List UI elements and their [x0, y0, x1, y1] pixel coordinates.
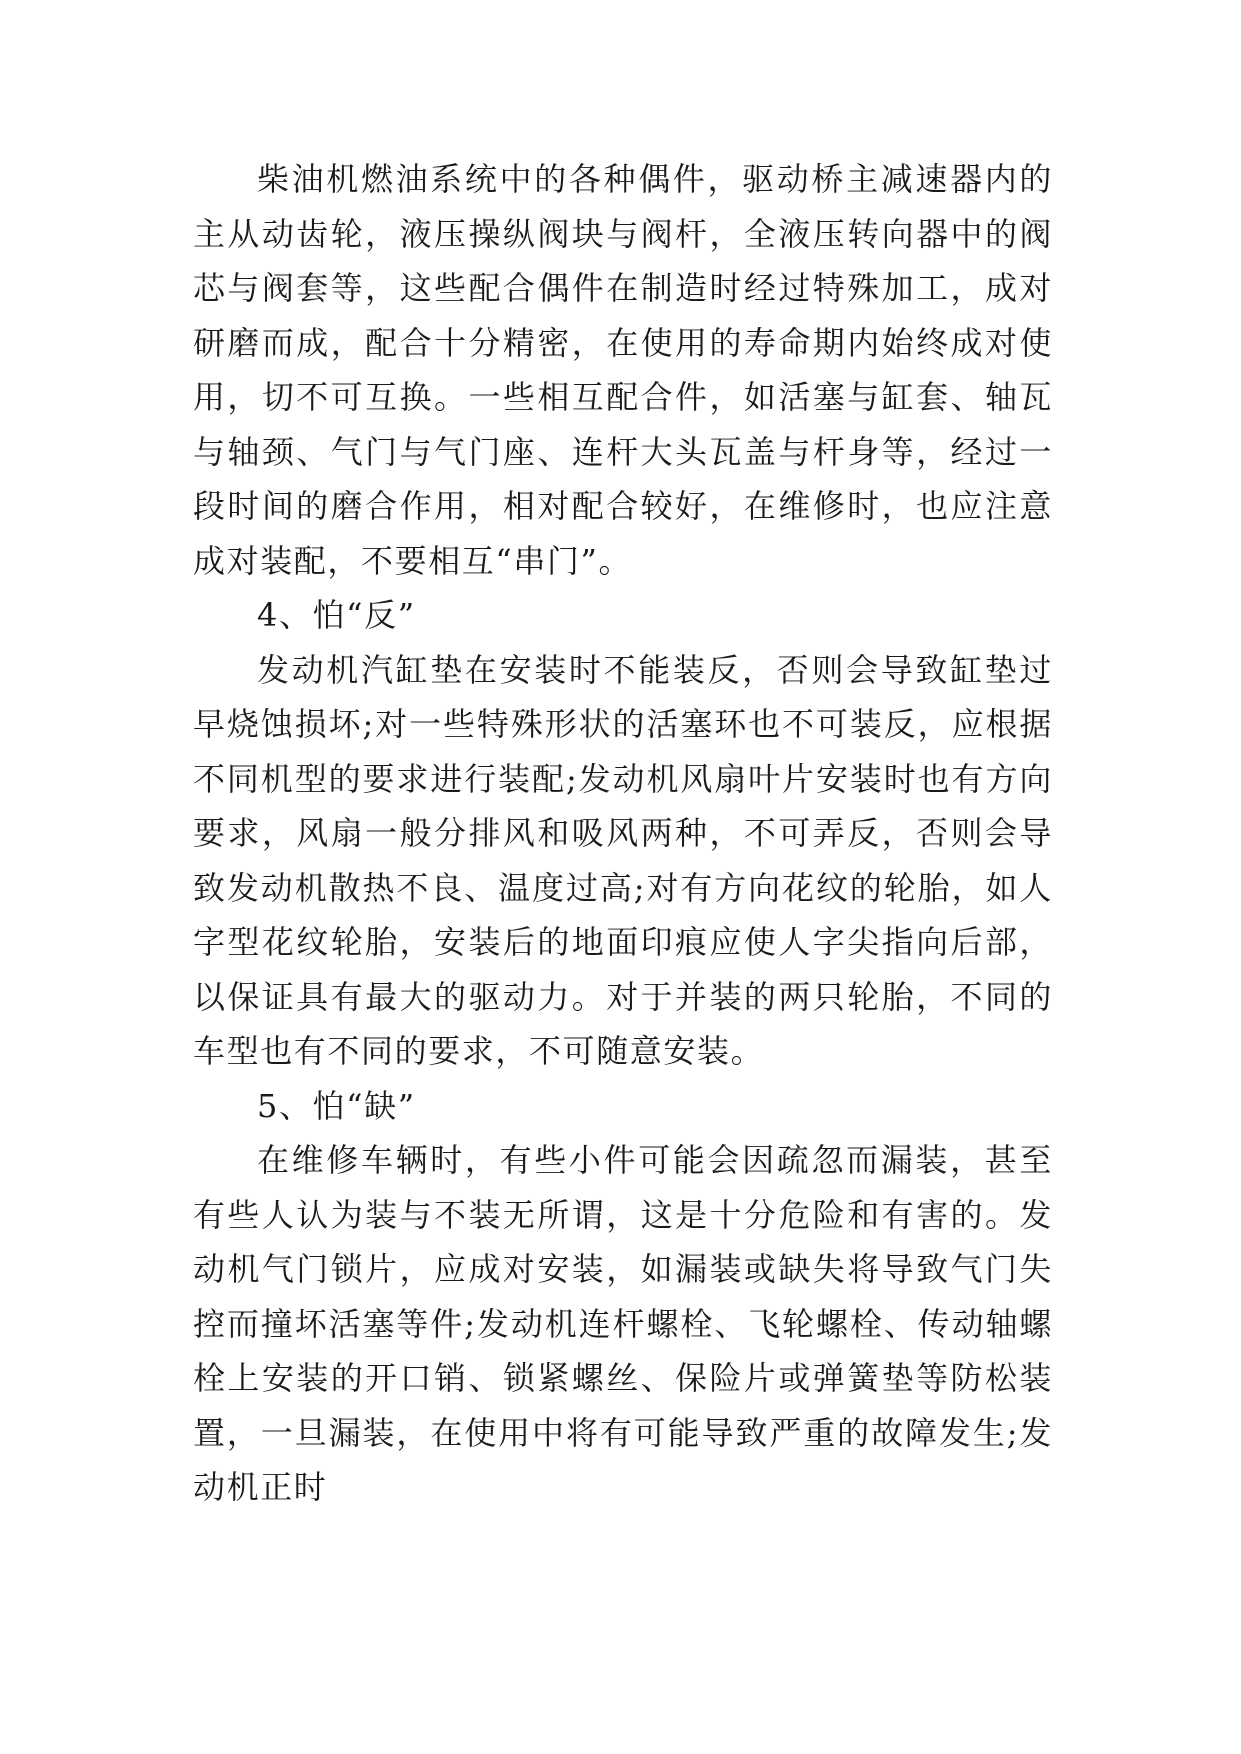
paragraph-paired-parts: 柴油机燃油系统中的各种偶件，驱动桥主减速器内的主从动齿轮，液压操纵阀块与阀杆，全液压转向器中的阀芯与阀套等，这些配合偶件在制造时经过特殊加工，成对研磨而成，配合十分精密，在使用的寿命期内始终成对使用，切不可互换。一些相互配合件，如活塞与缸套、轴瓦与轴颈、气门与气门座、连杆大头瓦盖与杆身等，经过一段时间的磨合作用，相对配合较好，在维修时，也应注意成对装配，不要相互“串门”。	[193, 160, 1053, 580]
section-heading-reverse: 4、怕“反”	[257, 596, 416, 634]
paragraph-reverse: 发动机汽缸垫在安装时不能装反，否则会导致缸垫过早烧蚀损坏;对一些特殊形状的活塞环也不可装反，应根据不同机型的要求进行装配;发动机风扇叶片安装时也有方向要求，风扇一般分排风和吸风两种，不可弄反，否则会导致发动机散热不良、温度过高;对有方向花纹的轮胎，如人字型花纹轮胎，安装后的地面印痕应使人字尖指向后部，以保证具有最大的驱动力。对于并装的两只轮胎，不同的车型也有不同的要求，不可随意安装。	[193, 650, 1053, 1070]
document-body	[193, 152, 1053, 1515]
paragraph-missing: 在维修车辆时，有些小件可能会因疏忽而漏装，甚至有些人认为装与不装无所谓，这是十分危险和有害的。发动机气门锁片，应成对安装，如漏装或缺失将导致气门失控而撞坏活塞等件;发动机连杆螺栓、飞轮螺栓、传动轴螺栓上安装的开口销、锁紧螺丝、保险片或弹簧垫等防松装置，一旦漏装，在使用中将有可能导致严重的故障发生;发动机正时	[193, 1141, 1053, 1506]
section-heading-missing: 5、怕“缺”	[257, 1086, 416, 1125]
